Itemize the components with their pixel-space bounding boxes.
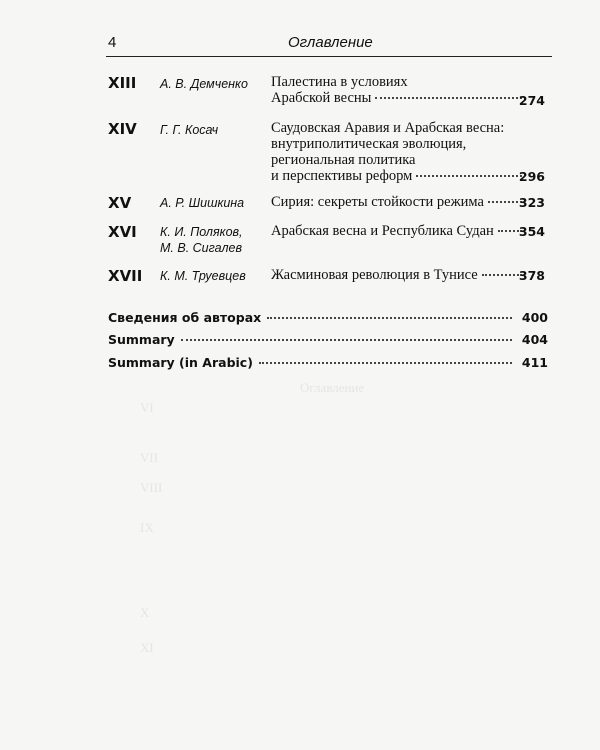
chapter-number: XVI — [108, 223, 137, 241]
chapter-number: XVII — [108, 267, 143, 285]
chapter-author: К. И. Поляков, М. В. Сигалев — [160, 225, 243, 255]
running-title: Оглавление — [288, 34, 373, 51]
chapter-author: К. М. Труевцев — [160, 269, 246, 283]
chapter-title: Сирия: секреты стойкости режима — [271, 194, 526, 210]
dot-leader — [259, 362, 512, 364]
page-ref: 411 — [521, 355, 548, 370]
chapter-number: XV — [108, 194, 132, 212]
show-through-text: Оглавление — [300, 380, 365, 395]
chapter-title: Саудовская Аравия и Арабская весна: внутриполитическая эволюция, региональная политика и перспективы реформ — [271, 120, 526, 184]
dot-leader — [416, 175, 522, 177]
page-ref: 378 — [518, 268, 545, 283]
dot-leader — [267, 317, 512, 319]
page-header — [108, 34, 550, 54]
page-number: 4 — [108, 34, 117, 51]
show-through-text: XI — [140, 640, 154, 655]
chapter-title: Арабская весна и Республика Судан — [271, 223, 526, 239]
show-through-text: X — [140, 605, 150, 620]
page-ref: 400 — [521, 310, 548, 325]
show-through-text: VI — [140, 400, 154, 415]
chapter-author: А. Р. Шишкина — [160, 196, 245, 210]
toc-entry-authors: Сведения об авторах 400 — [108, 310, 548, 325]
page-ref: 354 — [518, 224, 545, 239]
show-through-text: VII — [140, 450, 159, 465]
chapter-number: XIV — [108, 120, 137, 138]
dot-leader — [181, 339, 512, 341]
chapter-title: Палестина в условиях Арабской весны — [271, 74, 526, 106]
page-ref: 296 — [518, 169, 545, 184]
header-rule — [106, 56, 552, 57]
toc-entry-summary-arabic: Summary (in Arabic) 411 — [108, 355, 548, 370]
show-through-text: VIII — [140, 480, 163, 495]
show-through-text: IX — [140, 520, 154, 535]
page-ref: 274 — [518, 93, 545, 108]
chapter-number: XIII — [108, 74, 137, 92]
page-ref: 323 — [518, 195, 545, 210]
chapter-title: Жасминовая революция в Тунисе — [271, 267, 526, 283]
chapter-author: Г. Г. Косач — [160, 123, 219, 137]
dot-leader — [375, 97, 522, 99]
toc-entry-summary: Summary 404 — [108, 332, 548, 347]
chapter-author: А. В. Демченко — [160, 77, 248, 91]
page-ref: 404 — [521, 332, 548, 347]
